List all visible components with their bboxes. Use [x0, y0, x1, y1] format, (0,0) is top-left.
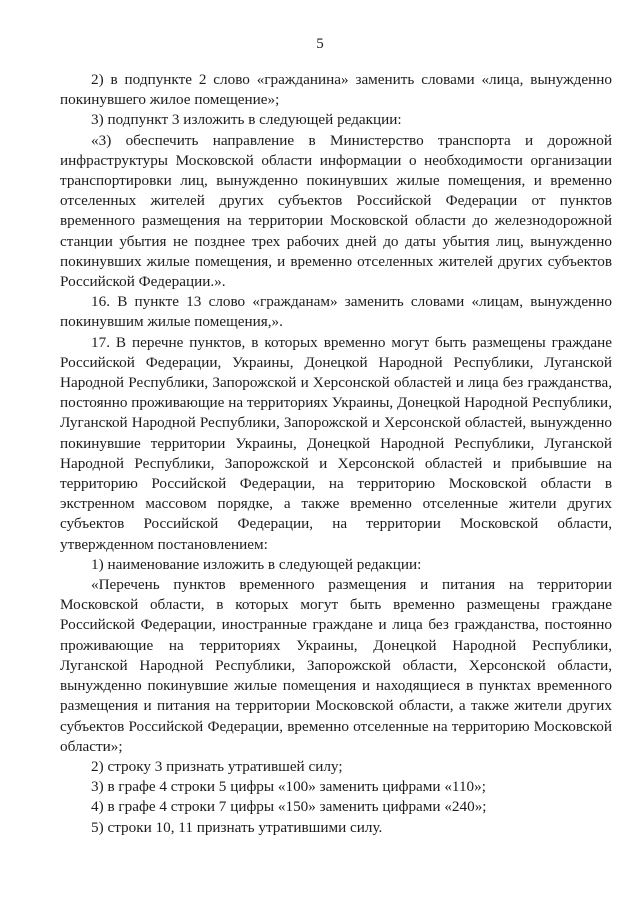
paragraph-quoted-title: «Перечень пунктов временного размещения и питания на территории Московской области, в которых могут быть временно размещены граждане Российской Федерации, иностранные граждане и лица без гражданства, постоянно проживающие на территориях Украины, Донецкой Народной Республики, Луганской Народной Республики, Запорожской области, Херсонской области, вынужденно покинувшие жилые помещения и находящиеся в пунктах временного размещения и питания на территории Московской области, а также жители других субъектов Российской Федерации, временно отселенные на территорию Московской области»;	[60, 576, 612, 755]
document-body	[60, 70, 612, 838]
paragraph-subitem-3: 3) подпункт 3 изложить в следующей редакции:	[91, 111, 402, 129]
paragraph-subitem-2: 2) в подпункте 2 слово «гражданина» заменить словами «лица, вынужденно покинувшего жилое помещение»;	[60, 71, 612, 109]
paragraph-subitem-2b: 2) строку 3 признать утратившей силу;	[91, 757, 343, 775]
paragraph-item-16: 16. В пункте 13 слово «гражданам» заменить словами «лицам, вынужденно покинувшим жилые помещения,».	[60, 293, 612, 331]
paragraph-item-17: 17. В перечне пунктов, в которых временно могут быть размещены граждане Российской Федерации, Украины, Донецкой Народной Республики, Луганской Народной Республики, Запорожской и Херсонской областей и лица без гражданства, постоянно проживающие на территориях Украины, Донецкой Народной Республики, Луганской Народной Республики, Запорожской и Херсонской областей, вынужденно покинувшие территории Украины, Донецкой Народной Республики, Луганской Народной Республики, Запорожской и Херсонской областей и прибывшие на территорию Российской Федерации, на территорию Московской области в экстренном массовом порядке, а также временно отселенные жители других субъектов Российской Федерации, на территории Московской области, утвержденном постановлением:	[60, 333, 612, 553]
page-number: 5	[316, 36, 324, 52]
paragraph-subitem-4: 4) в графе 4 строки 7 цифры «150» заменить цифрами «240»;	[91, 798, 487, 816]
paragraph-subitem-5: 5) строки 10, 11 признать утратившими силу.	[91, 818, 383, 836]
paragraph-subitem-3b: 3) в графе 4 строки 5 цифры «100» заменить цифрами «110»;	[91, 778, 486, 796]
paragraph-quoted-subitem-3: «3) обеспечить направление в Министерство транспорта и дорожной инфраструктуры Московской области информации о необходимости организации транспортировки лиц, вынужденно покинувших жилые помещения, и временно отселенных жителей других субъектов Российской Федерации от пунктов временного размещения на территории Московской области до железнодорожной станции убытия не позднее трех рабочих дней до даты убытия лиц, вынужденно покинувших жилые помещения, и временно отселенных жителей других субъектов Российской Федерации.».	[60, 131, 612, 291]
paragraph-subitem-1: 1) наименование изложить в следующей редакции:	[91, 555, 422, 573]
